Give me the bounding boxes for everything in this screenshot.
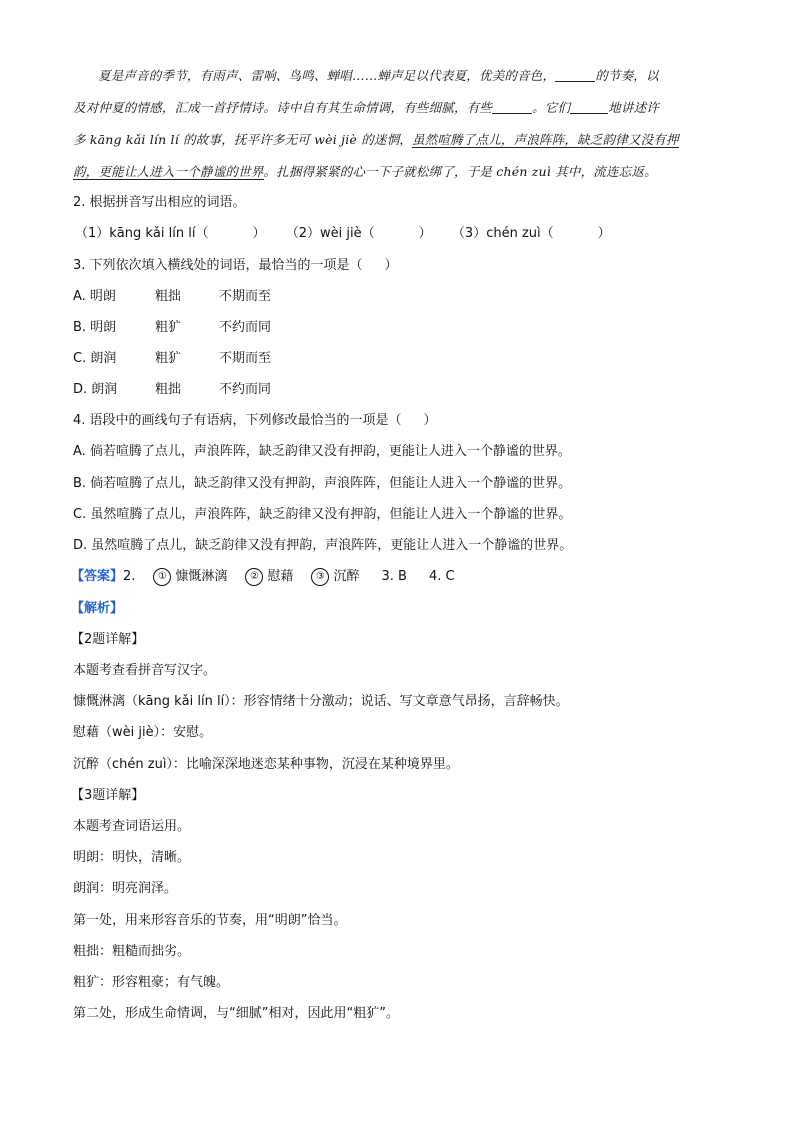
- circled-three-icon: ③: [311, 568, 329, 586]
- question-3-title: [73, 257, 398, 275]
- q4-option-b[interactable]: B. 倘若喧腾了点儿，缺乏韵律又没有押韵，声浪阵阵，但能让人进入一个静谧的世界。: [73, 476, 572, 491]
- question-4-title: [73, 412, 437, 430]
- analysis-line: 本题考查词语运用。: [73, 819, 191, 834]
- option-word: 粗犷: [155, 351, 182, 366]
- question-2-title: 2. 根据拼音写出相应的词语。: [73, 195, 246, 210]
- underlined-sentence: 虽然喧腾了点儿，声浪阵阵，缺乏韵律又没有押: [412, 132, 679, 147]
- q4-title-text: 4. 语段中的画线句子有语病，下列修改最恰当的一项是（: [73, 413, 402, 428]
- analysis-line: 第二处，形成生命情调，与“细腻”相对，因此用“粗犷”。: [73, 1006, 399, 1021]
- passage-text: 地讲述许: [608, 100, 660, 115]
- q4-option-c[interactable]: C. 虽然喧腾了点儿，声浪阵阵，缺乏韵律又没有押韵，但能让人进入一个静谧的世界。: [73, 507, 572, 522]
- answer-q2: 2.: [123, 569, 136, 584]
- analysis-line: 粗拙：粗糙而拙劣。: [73, 944, 191, 959]
- q2-item-1: （1）kāng kǎi lín lí（: [75, 226, 209, 241]
- circled-one-icon: ①: [153, 568, 171, 586]
- question-2-items: [75, 225, 611, 243]
- answer-q3: 3. B: [381, 569, 407, 584]
- passage-text: 的节奏，以: [595, 68, 659, 83]
- q3-option-d[interactable]: [73, 381, 271, 399]
- passage-text: 。它们: [532, 100, 571, 115]
- option-word: 粗拙: [155, 289, 182, 304]
- q3-option-a[interactable]: [73, 288, 271, 306]
- answer-line: [71, 568, 455, 586]
- passage-text: 夏是声音的季节，有雨声、雷响、鸟鸣、蝉唱……蝉声足以代表夏，优美的音色，: [98, 68, 556, 83]
- option-label: A. 明朗: [73, 289, 116, 304]
- analysis-label: 【解析】: [71, 601, 124, 616]
- option-label: D. 朗润: [73, 382, 118, 397]
- q4-option-a[interactable]: A. 倘若喧腾了点儿，声浪阵阵，缺乏韵律又没有押韵，更能让人进入一个静谧的世界。: [73, 444, 571, 459]
- passage-text: 。扎捆得紧紧的心一下子就松绑了，于是 chén zuì 其中，流连忘返。: [263, 164, 657, 179]
- option-word: 不期而至: [219, 289, 272, 304]
- passage-line-4: [73, 163, 657, 181]
- option-label: C. 朗润: [73, 351, 117, 366]
- q2-item-3-close: ）: [597, 226, 611, 241]
- q2-item-3: （3）chén zuì（: [451, 226, 554, 241]
- analysis-line: 【3题详解】: [71, 788, 145, 803]
- answer-word-2: 慰藉: [267, 569, 294, 584]
- q2-item-2: （2）wèi jiè（: [285, 226, 375, 241]
- option-word: 粗拙: [155, 382, 182, 397]
- q2-item-2-close: ）: [418, 226, 432, 241]
- passage-text: 及对仲夏的情感，汇成一首抒情诗。诗中自有其生命情调，有些细腻，有些: [73, 100, 493, 115]
- analysis-line: 沉醉（chén zuì）：比喻深深地迷恋某种事物，沉浸在某种境界里。: [73, 757, 459, 772]
- q3-option-c[interactable]: [73, 350, 271, 368]
- answer-label: 【答案】: [71, 569, 124, 584]
- q4-title-close: ）: [423, 413, 437, 428]
- q3-title-text: 3. 下列依次填入横线处的词语，最恰当的一项是（: [73, 258, 363, 273]
- answer-word-1: 慷慨淋漓: [175, 569, 228, 584]
- analysis-line: 粗犷：形容粗豪；有气魄。: [73, 975, 230, 990]
- circled-two-icon: ②: [245, 568, 263, 586]
- passage-line-3: [73, 131, 679, 149]
- option-word: 不约而同: [219, 320, 272, 335]
- option-word: 粗犷: [155, 320, 182, 335]
- analysis-line: 慷慨淋漓（kāng kǎi lín lí）：形容情绪十分激动；说话、写文章意气昂扬，言辞畅快。: [73, 694, 569, 709]
- option-word: 不期而至: [219, 351, 272, 366]
- analysis-line: 慰藉（wèi jiè）：安慰。: [73, 725, 213, 740]
- q3-option-b[interactable]: [73, 319, 271, 337]
- q3-title-close: ）: [384, 258, 398, 273]
- analysis-line: 明朗：明快，清晰。: [73, 850, 191, 865]
- fill-blank-1[interactable]: [555, 67, 595, 82]
- q2-item-1-close: ）: [252, 226, 266, 241]
- answer-q4: 4. C: [428, 569, 455, 584]
- option-word: 不约而同: [219, 382, 272, 397]
- answer-word-3: 沉醉: [333, 569, 360, 584]
- fill-blank-2[interactable]: [492, 99, 532, 114]
- passage-line-2: [73, 99, 659, 117]
- analysis-line: 【2题详解】: [71, 632, 145, 647]
- analysis-line: 第一处，用来形容音乐的节奏，用“明朗”恰当。: [73, 913, 347, 928]
- analysis-line: 本题考查看拼音写汉字。: [73, 663, 217, 678]
- passage-line-1: [98, 67, 659, 85]
- underlined-sentence: 韵，更能让人进入一个静谧的世界: [73, 164, 264, 179]
- q4-option-d[interactable]: D. 虽然喧腾了点儿，缺乏韵律又没有押韵，声浪阵阵，更能让人进入一个静谧的世界。: [73, 538, 573, 553]
- fill-blank-3[interactable]: [570, 99, 608, 114]
- analysis-line: 朗润：明亮润泽。: [73, 881, 178, 896]
- option-label: B. 明朗: [73, 320, 117, 335]
- passage-text: 多 kāng kǎi lín lí 的故事，抚平许多无可 wèi jiè 的迷惘，: [73, 132, 412, 147]
